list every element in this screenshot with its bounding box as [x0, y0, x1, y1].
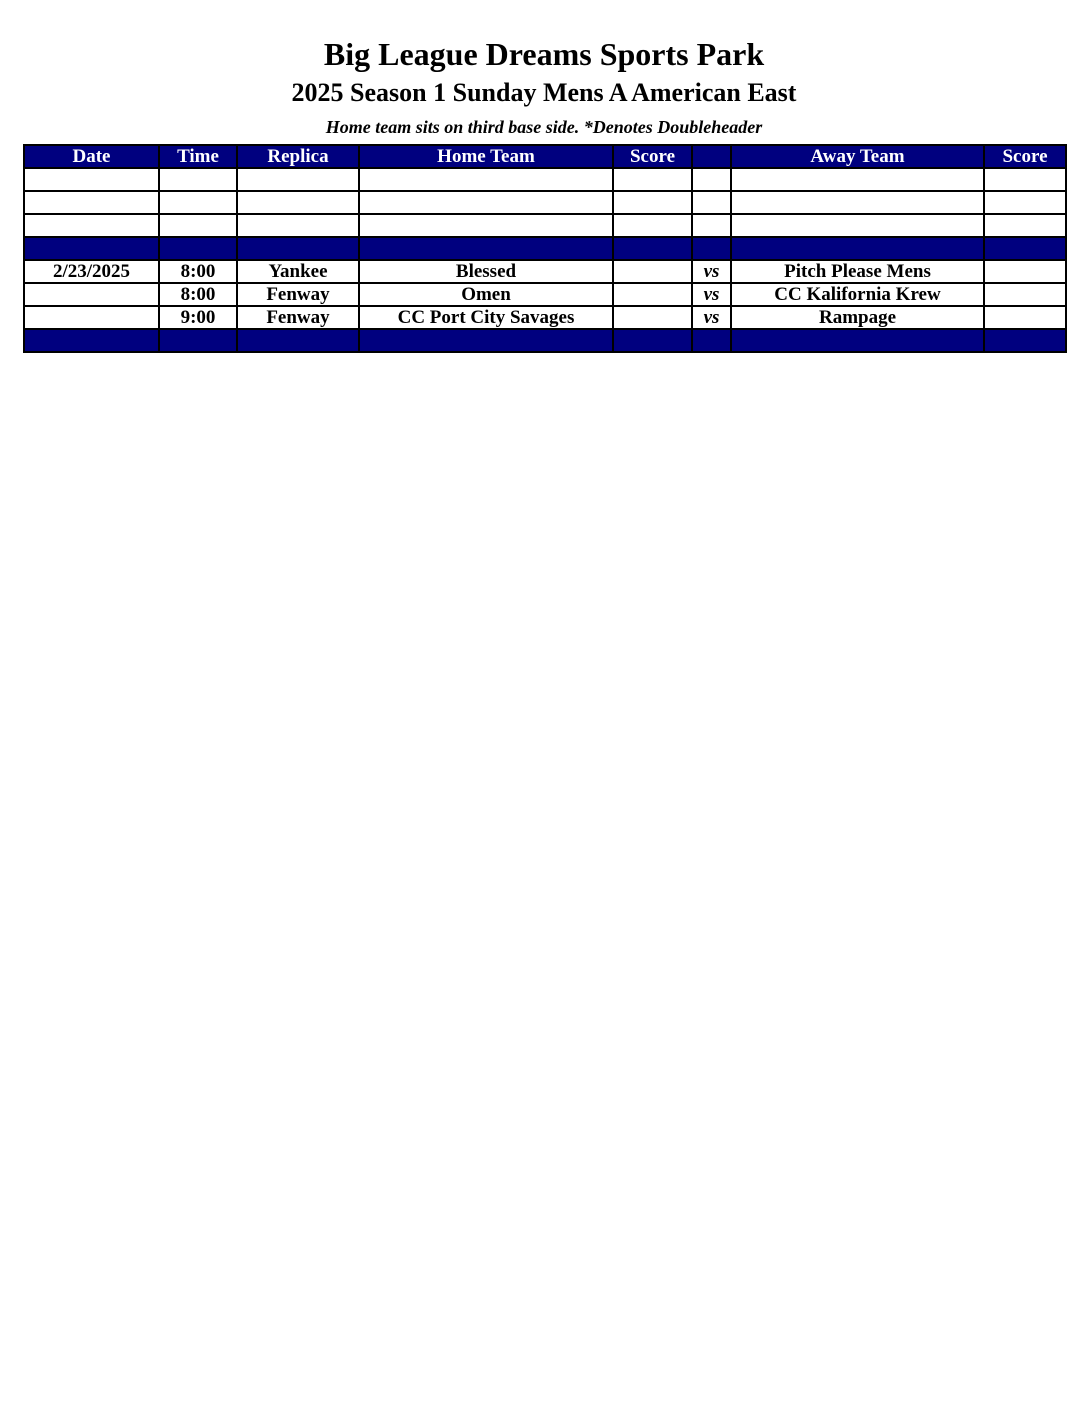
- league-subtitle: 2025 Season 1 Sunday Mens A American East: [291, 78, 797, 107]
- game-field: Fenway: [237, 306, 359, 329]
- away-team: Rampage: [731, 306, 984, 329]
- empty-row: [24, 168, 1066, 191]
- away-team: Pitch Please Mens: [731, 260, 984, 283]
- page-title: Big League Dreams Sports Park: [323, 36, 765, 72]
- home-score: [613, 306, 692, 329]
- vs-label: vs: [692, 306, 731, 329]
- separator-band: [24, 237, 1066, 260]
- away-score: [984, 306, 1066, 329]
- empty-row: [24, 214, 1066, 237]
- game-date: 2/23/2025: [24, 260, 159, 283]
- separator-band: [24, 329, 1066, 352]
- column-header-home-team: Home Team: [359, 145, 613, 168]
- home-team: Omen: [359, 283, 613, 306]
- home-team: Blessed: [359, 260, 613, 283]
- game-date: [24, 283, 159, 306]
- game-field: Fenway: [237, 283, 359, 306]
- game-time: 8:00: [159, 283, 237, 306]
- home-score: [613, 260, 692, 283]
- game-date: [24, 306, 159, 329]
- game-time: 8:00: [159, 260, 237, 283]
- game-row: [24, 283, 1066, 306]
- column-header-date: Date: [24, 145, 159, 168]
- game-time: 9:00: [159, 306, 237, 329]
- away-score: [984, 260, 1066, 283]
- schedule-table: [23, 144, 1067, 353]
- vs-label: vs: [692, 260, 731, 283]
- home-score: [613, 283, 692, 306]
- column-header-vs: [692, 145, 731, 168]
- home-team-note: Home team sits on third base side. *Denotes Doubleheader: [325, 117, 763, 137]
- game-field: Yankee: [237, 260, 359, 283]
- empty-row: [24, 191, 1066, 214]
- away-team: CC Kalifornia Krew: [731, 283, 984, 306]
- game-row: [24, 260, 1066, 283]
- column-header-replica: Replica: [237, 145, 359, 168]
- home-team: CC Port City Savages: [359, 306, 613, 329]
- vs-label: vs: [692, 283, 731, 306]
- away-score: [984, 283, 1066, 306]
- header-row: [24, 145, 1066, 168]
- game-row: [24, 306, 1066, 329]
- column-header-time: Time: [159, 145, 237, 168]
- column-header-home-score: Score: [613, 145, 692, 168]
- column-header-away-score: Score: [984, 145, 1066, 168]
- column-header-away-team: Away Team: [731, 145, 984, 168]
